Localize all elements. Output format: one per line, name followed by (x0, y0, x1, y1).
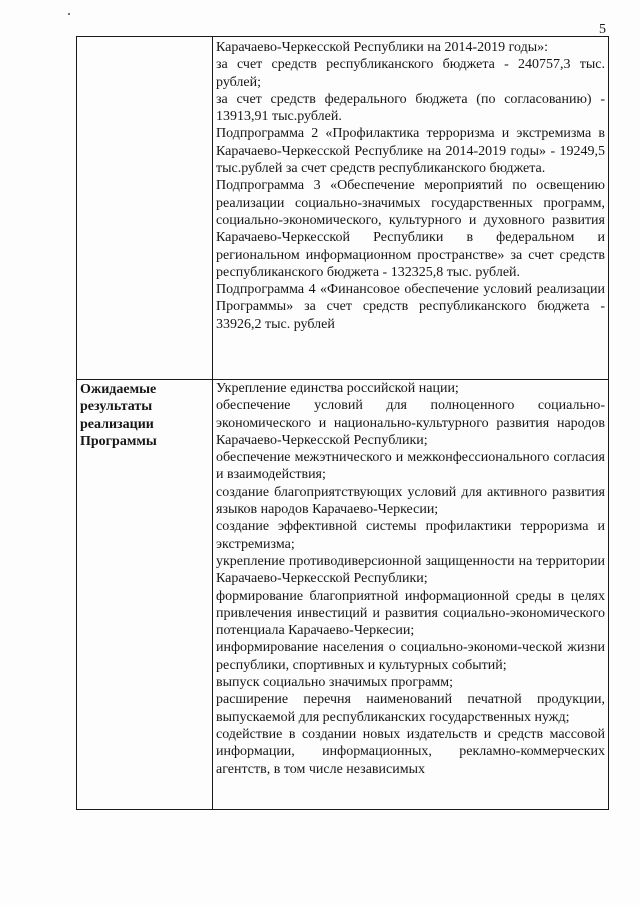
paragraph: обеспечение условий для полноценного социально-экономического и национально-культурного развития народов Карачаево-Черкесской Республики; (216, 398, 605, 448)
paragraph: Подпрограмма 2 «Профилактика терроризма и экстремизма в Карачаево-Черкесской Республике на 2014-2019 годы» - 19249,5 тыс.рублей за счет средств республиканского бюджета. (216, 126, 605, 177)
paragraph: формирование благоприятной информационной среды в целях привлечения инвестиций и развития социально-экономического потенциала Карачаево-Черкесии; (216, 588, 605, 639)
row-content-expected-results (213, 380, 609, 810)
paragraph: за счет средств федерального бюджета (по согласованию) - 13913,91 тыс.рублей. (216, 91, 605, 125)
paragraph: за счет средств республиканского бюджета - 240757,3 тыс. рублей; (216, 57, 605, 90)
program-passport-table (76, 36, 609, 810)
paragraph: содействие в создании новых издательств и средств массовой информации, информационных, рекламно-коммерческих агентств, в том числе независимых (216, 726, 605, 777)
paragraph: обеспечение межэтнического и межконфессионального согласия и взаимодействия; (216, 450, 605, 483)
paragraph: информирование населения о социально-экономи-ческой жизни республики, спортивных и культурных событий; (216, 640, 605, 673)
paragraph: выпуск социально значимых программ; (216, 675, 453, 691)
table-row-funding (77, 37, 609, 380)
paragraph: укрепление противодиверсионной защищенности на территории Карачаево-Черкесской Республики; (216, 553, 605, 587)
scan-speck (68, 13, 70, 15)
page-number: 5 (599, 22, 606, 37)
paragraph: создание благоприятствующих условий для активного развития языков народов Карачаево-Черкесии; (216, 484, 605, 518)
row-heading-funding (77, 37, 213, 380)
paragraph: Укрепление единства российской нации; (216, 381, 459, 396)
paragraph: Подпрограмма 4 «Финансовое обеспечение условий реализации Программы» за счет средств республиканского бюджета - 33926,2 тыс. рублей (216, 282, 605, 332)
paragraph: расширение перечня наименований печатной продукции, выпускаемой для республиканских государственных нужд; (216, 692, 605, 725)
table-row-expected-results (77, 380, 609, 810)
paragraph: Карачаево-Черкесской Республики на 2014-2019 годы»: (216, 40, 549, 55)
row-content-funding (213, 37, 609, 380)
paragraph: создание эффективной системы профилактики терроризма и экстремизма; (216, 519, 605, 552)
row-heading-expected-results: Ожидаемые результаты реализации Программы (77, 380, 213, 810)
paragraph: Подпрограмма 3 «Обеспечение мероприятий по освещению реализации социально-значимых государственных программ, социально-экономического, культурного и духовного развития Карачаево-Черкесской Республики в федеральном и региональном информационном пространстве» за счет средств республиканского бюджета - 132325,8 тыс. рублей. (216, 178, 605, 280)
